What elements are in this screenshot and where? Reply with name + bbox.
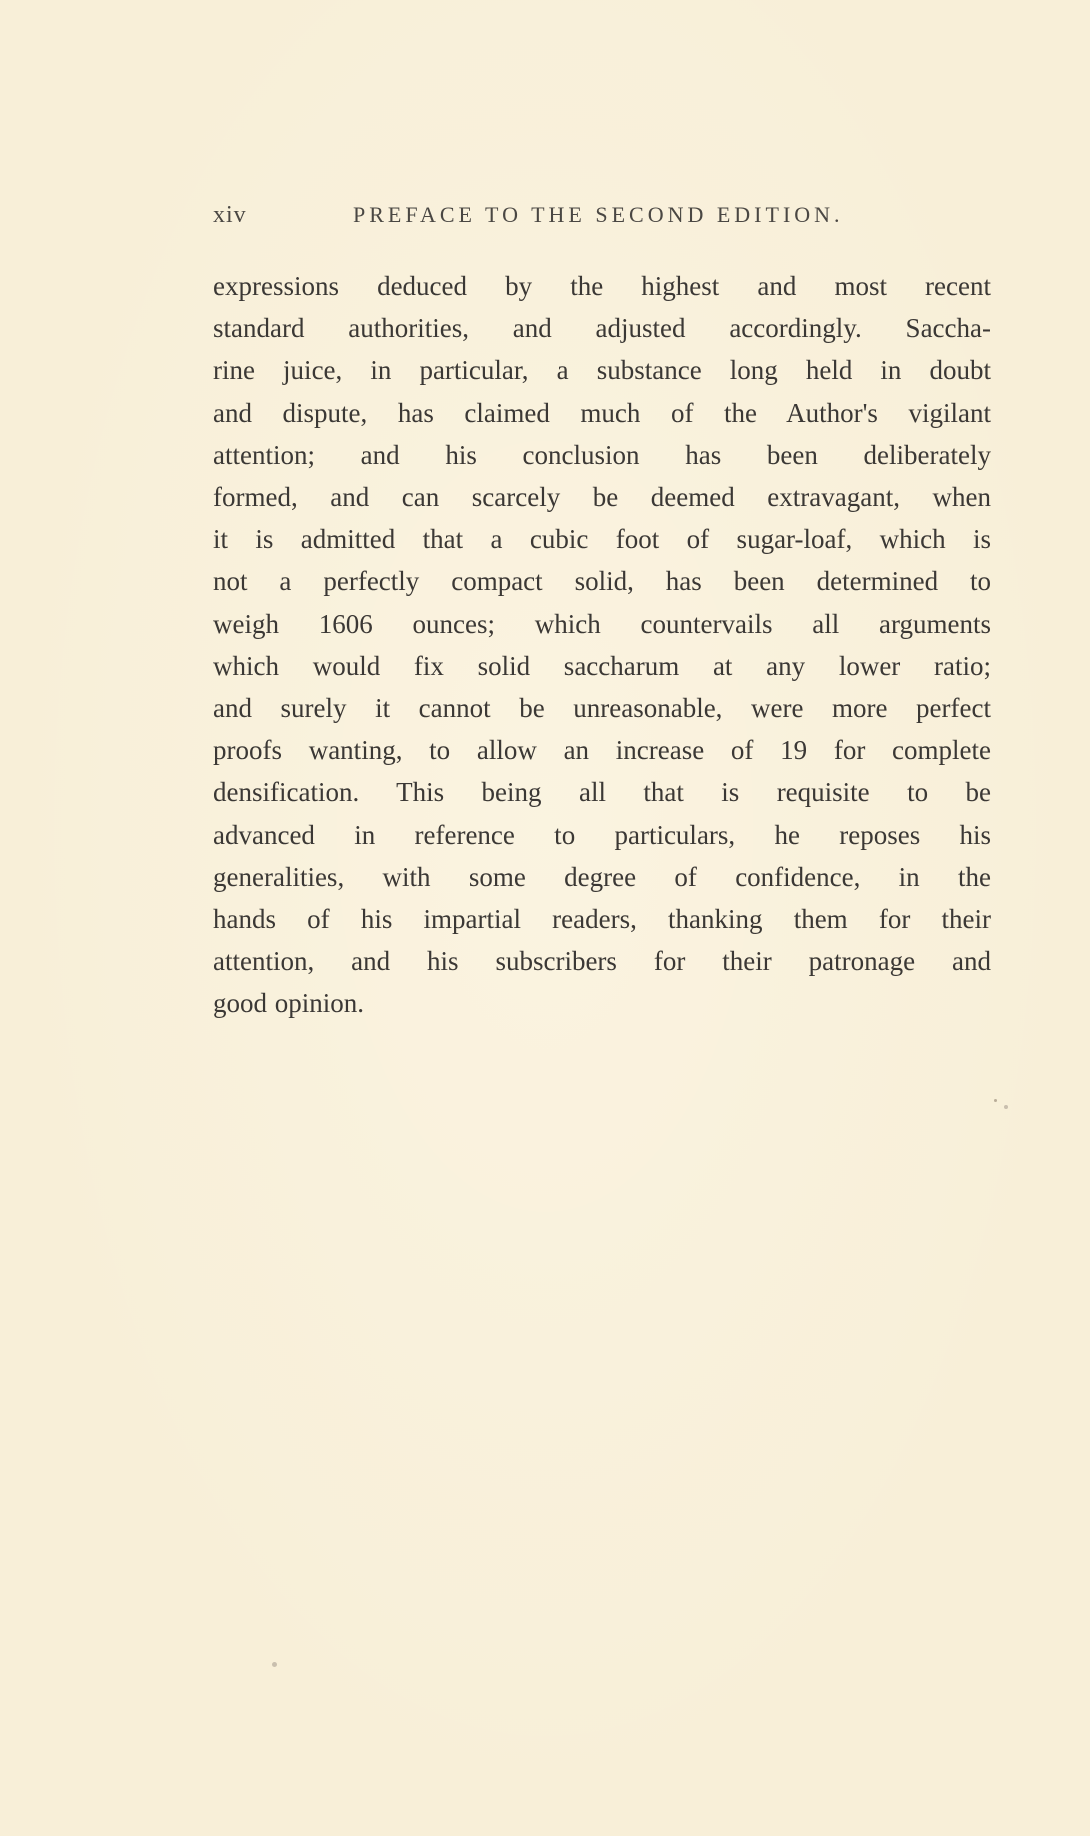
text-line: formed, and can scarcely be deemed extravagant, when: [213, 482, 991, 513]
text-line: attention, and his subscribers for their patronage and: [213, 946, 991, 977]
text-line: good opinion.: [213, 988, 365, 1019]
text-line: proofs wanting, to allow an increase of 19 for complete: [213, 735, 991, 766]
body-paragraph: [213, 265, 991, 1025]
text-line: standard authorities, and adjusted accordingly. Saccha-: [213, 313, 991, 344]
paper-speck: [994, 1099, 997, 1102]
running-head: [213, 202, 873, 230]
text-line: hands of his impartial readers, thanking them for their: [213, 904, 991, 935]
text-line: rine juice, in particular, a substance long held in doubt: [213, 355, 991, 386]
text-line: expressions deduced by the highest and most recent: [213, 271, 991, 301]
text-line: not a perfectly compact solid, has been determined to: [213, 566, 991, 597]
paper-speck: [1004, 1105, 1008, 1109]
text-line: generalities, with some degree of confidence, in the: [213, 861, 991, 892]
text-line: densification. This being all that is requisite to be: [213, 777, 991, 808]
text-line: it is admitted that a cubic foot of sugar-loaf, which is: [213, 524, 991, 555]
text-line: advanced in reference to particulars, he reposes his: [213, 819, 991, 850]
text-line: weigh 1606 ounces; which countervails all arguments: [213, 608, 991, 639]
paper-speck: [272, 1662, 277, 1667]
text-line: and surely it cannot be unreasonable, were more perfect: [213, 693, 991, 724]
text-line: attention; and his conclusion has been deliberately: [213, 439, 991, 470]
page-number: xiv: [213, 202, 247, 228]
running-head-title: PREFACE TO THE SECOND EDITION.: [353, 202, 844, 227]
text-line: and dispute, has claimed much of the Author's vigilant: [213, 397, 991, 428]
text-line: which would fix solid saccharum at any lower ratio;: [213, 650, 991, 681]
